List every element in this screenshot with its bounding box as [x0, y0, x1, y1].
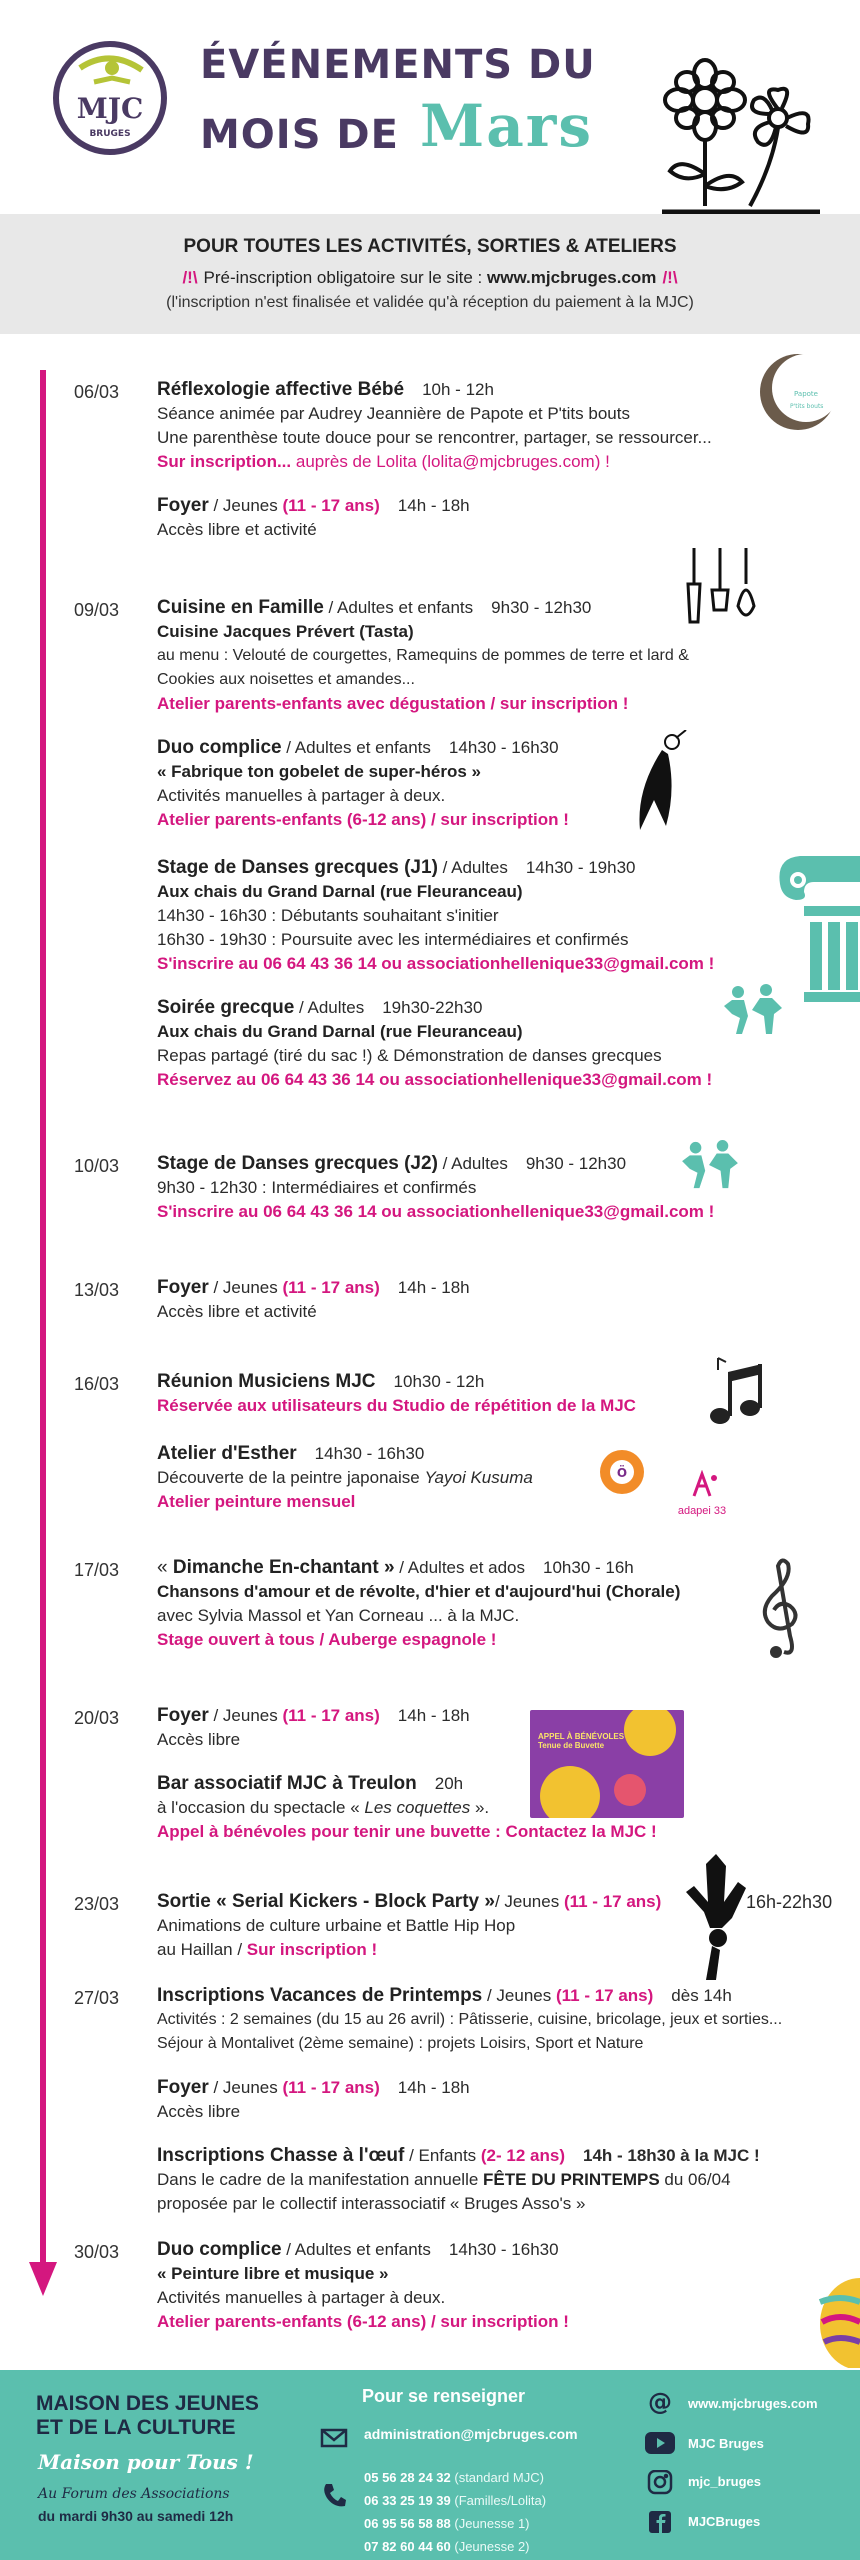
instagram-icon	[644, 2470, 676, 2496]
event-time: 9h30 - 12h30	[525, 1154, 627, 1173]
event-date: 06/03	[74, 382, 120, 402]
event-cta: Sur inscription !	[246, 1940, 378, 1959]
event-date: 30/03	[74, 2242, 120, 2262]
event-line: Cookies aux noisettes et amandes...	[157, 671, 415, 688]
event-subtitle: « Fabrique ton gobelet de super-héros »	[157, 762, 481, 781]
month-title: Mars	[420, 92, 593, 160]
event-time: 14h - 18h	[397, 496, 470, 515]
event-cta: Atelier peinture mensuel	[157, 1492, 356, 1511]
svg-text:P'tits bouts: P'tits bouts	[790, 403, 824, 410]
event-audience: / Enfants	[404, 2146, 481, 2165]
event-title: Bar associatif MJC à Treulon	[157, 1773, 417, 1794]
event-time: 14h30 - 16h30	[448, 2240, 559, 2259]
event-audience: / Adultes	[437, 858, 508, 877]
event-line: au Haillan /	[157, 1940, 247, 1959]
event-line: Animations de culture urbaine et Battle Hip Hop	[157, 1916, 516, 1935]
info-banner	[0, 214, 860, 334]
event-foyer	[157, 1276, 757, 1324]
page-title-line2: MOIS DE	[200, 112, 399, 158]
breakdancer-icon	[676, 1852, 752, 1980]
event-time: 16h-22h30	[746, 1892, 833, 1912]
event-line: au menu : Velouté de courgettes, Ramequins de pommes de terre et lard &	[157, 647, 689, 664]
event-title: Foyer	[157, 1705, 209, 1726]
easter-egg-icon	[812, 2272, 860, 2368]
treble-clef-icon	[756, 1556, 806, 1660]
event-cta: Appel à bénévoles pour tenir une buvette : Contactez la MJC !	[157, 1822, 657, 1841]
event-line: Dans le cadre de la manifestation annuelle	[157, 2170, 484, 2189]
alert-icon: /!\	[662, 268, 678, 287]
event-vacances-printemps	[157, 1984, 817, 2056]
event-location: Aux chais du Grand Darnal (rue Fleuranceau)	[157, 882, 523, 901]
phone-number[interactable]: 06 33 25 19 39	[364, 2493, 451, 2508]
event-line: Accès libre et activité	[157, 520, 317, 539]
event-audience: / Adultes	[294, 998, 365, 1017]
footer-website-link[interactable]: www.mjcbruges.com	[688, 2396, 818, 2411]
page-title-line1: ÉVÉNEMENTS DU	[200, 42, 596, 88]
event-line: Accès libre et activité	[157, 1302, 317, 1321]
footer-mjc-line1: MAISON DES JEUNES	[36, 2392, 259, 2415]
event-subtitle: « Peinture libre et musique »	[157, 2264, 389, 2283]
svg-text:@: @	[648, 2388, 672, 2414]
event-line: Accès libre	[157, 1730, 241, 1749]
event-title: Stage de Danses grecques (J1)	[157, 857, 438, 878]
logo-text: MJC	[76, 92, 144, 125]
event-age: (11 - 17 ans)	[282, 496, 380, 515]
phone-note: (Jeunesse 1)	[450, 2516, 530, 2531]
event-foyer	[157, 2076, 757, 2124]
event-contact-link[interactable]: S'inscrire au 06 64 43 36 14 ou associationhellenique33@gmail.com !	[157, 1202, 715, 1221]
dancers-icon	[722, 984, 784, 1036]
event-location: Aux chais du Grand Darnal (rue Fleuranceau)	[157, 1022, 523, 1041]
event-line: ».	[470, 1798, 490, 1817]
event-audience: / Jeunes	[482, 1986, 556, 2005]
event-age: (11 - 17 ans)	[282, 2078, 380, 2097]
event-title: Inscriptions Vacances de Printemps	[157, 1985, 483, 2006]
event-time: 10h30 - 16h	[543, 1558, 634, 1577]
event-title: Réunion Musiciens MJC	[157, 1371, 376, 1392]
event-title: Inscriptions Chasse à l'œuf	[157, 2145, 405, 2166]
banner-preinscription	[0, 268, 860, 288]
footer-hours: du mardi 9h30 au samedi 12h	[38, 2508, 234, 2524]
footer-email-link[interactable]: administration@mjcbruges.com	[364, 2426, 578, 2442]
event-audience: / Adultes	[437, 1154, 508, 1173]
event-time: 10h - 12h	[422, 380, 494, 399]
phone-number[interactable]: 06 95 56 58 88	[364, 2516, 451, 2531]
event-title: Foyer	[157, 1277, 209, 1298]
event-reflexologie	[157, 378, 757, 474]
event-bar-associatif	[157, 1772, 757, 1844]
alert-icon: /!\	[182, 268, 198, 287]
banner-headline: POUR TOUTES LES ACTIVITÉS, SORTIES & ATELIERS	[183, 236, 677, 257]
event-chasse-oeuf	[157, 2144, 807, 2216]
footer-mjc-name	[36, 2392, 259, 2440]
event-title: Soirée grecque	[157, 997, 295, 1018]
event-cta: Sur inscription...	[157, 452, 292, 471]
facebook-icon	[644, 2510, 676, 2536]
footer-slogan: Maison pour Tous !	[38, 2450, 254, 2474]
event-time: 14h - 18h	[397, 2078, 470, 2097]
event-title: Foyer	[157, 2077, 209, 2098]
event-contact-link[interactable]: S'inscrire au 06 64 43 36 14 ou associationhellenique33@gmail.com !	[157, 954, 715, 973]
superhero-icon	[632, 730, 688, 834]
event-soiree-grecque	[157, 996, 757, 1092]
event-line: Activités manuelles à partager à deux.	[157, 786, 446, 805]
event-contact-link[interactable]: auprès de Lolita (lolita@mjcbruges.com) !	[295, 452, 610, 471]
poster-text: APPEL À BÉNÉVOLES Tenue de Buvette	[538, 1732, 625, 1750]
event-time: 14h30 - 16h30	[448, 738, 559, 757]
dancers-icon	[680, 1140, 740, 1190]
event-cta: Atelier parents-enfants (6-12 ans) / sur inscription !	[157, 810, 569, 829]
music-notes-icon	[706, 1356, 764, 1428]
event-title: Atelier d'Esther	[157, 1443, 297, 1464]
event-cta: Atelier parents-enfants (6-12 ans) / sur inscription !	[157, 2312, 569, 2331]
mail-icon	[320, 2428, 348, 2448]
footer-mjc-line2: ET DE LA CULTURE	[36, 2416, 236, 2439]
event-line: Séjour à Montalivet (2ème semaine) : projets Loisirs, Sport et Nature	[157, 2035, 644, 2052]
event-title: Sortie « Serial Kickers - Block Party »	[157, 1891, 495, 1912]
svg-text:Papote: Papote	[794, 390, 818, 398]
footer-address: Au Forum des Associations	[38, 2486, 230, 2502]
event-foyer	[157, 494, 757, 542]
event-audience: / Jeunes	[208, 496, 283, 515]
banner-preinscription-text: Pré-inscription obligatoire sur le site :	[203, 268, 483, 287]
event-title: Foyer	[157, 495, 209, 516]
footer-youtube-link[interactable]: MJC Bruges	[688, 2436, 764, 2451]
event-line: avec Sylvia Massol et Yan Corneau ... à la MJC.	[157, 1606, 520, 1625]
event-line: Accès libre	[157, 2102, 241, 2121]
event-duo-complice	[157, 2238, 757, 2334]
adapei-logo	[670, 1470, 734, 1526]
event-time: 14h30 - 19h30	[525, 858, 636, 877]
banner-note: (l'inscription n'est finalisée et validée qu'à réception du paiement à la MJC)	[166, 294, 694, 311]
event-line: Activités manuelles à partager à deux.	[157, 2288, 446, 2307]
event-cuisine	[157, 596, 757, 716]
event-atelier-esther	[157, 1442, 757, 1514]
mjc-logo	[50, 38, 170, 158]
footer-facebook-link[interactable]: MJCBruges	[688, 2514, 761, 2529]
esther-logo-icon	[592, 1446, 660, 1502]
phone-icon	[322, 2482, 346, 2508]
event-line: 14h30 - 16h30 : Débutants souhaitant s'initier	[157, 906, 499, 925]
event-audience: / Adultes et enfants	[323, 598, 474, 617]
greek-column-icon	[774, 852, 860, 1002]
event-time: 20h	[434, 1774, 464, 1793]
event-age: (11 - 17 ans)	[555, 1986, 654, 2005]
event-cta: Stage ouvert à tous / Auberge espagnole !	[157, 1630, 497, 1649]
event-date: 27/03	[74, 1988, 120, 2008]
event-dimanche-enchantant	[157, 1556, 757, 1652]
event-time: 14h - 18h	[397, 1278, 470, 1297]
event-age: (11 - 17 ans)	[282, 1278, 380, 1297]
event-artist: Yayoi Kusuma	[424, 1468, 533, 1487]
timeline-arrow-icon	[29, 2262, 57, 2296]
event-title: Duo complice	[157, 2239, 282, 2260]
event-date: 23/03	[74, 1894, 120, 1914]
adapei-logo-text: adapei 33	[677, 1505, 727, 1517]
event-line: 16h30 - 19h30 : Poursuite avec les intermédiaires et confirmés	[157, 930, 629, 949]
event-audience: / Adultes et enfants	[281, 738, 431, 757]
event-show: Les coquettes	[364, 1798, 471, 1817]
event-line: Repas partagé (tiré du sac !) & Démonstration de danses grecques	[157, 1046, 662, 1065]
youtube-icon	[644, 2430, 676, 2456]
logo-subtext: BRUGES	[89, 129, 131, 139]
event-cta: Atelier parents-enfants avec dégustation / sur inscription !	[157, 694, 629, 713]
event-time: 14h30 - 16h30	[314, 1444, 425, 1463]
event-contact-link[interactable]: Réservez au 06 64 43 36 14 ou associationhellenique33@gmail.com !	[157, 1070, 713, 1089]
event-audience: / Jeunes	[494, 1892, 564, 1911]
phone-number[interactable]: 07 82 60 44 60	[364, 2539, 451, 2554]
event-time: 14h - 18h30 à la MJC !	[582, 2146, 760, 2165]
event-date: 13/03	[74, 1280, 120, 1300]
event-audience: / Adultes et enfants	[281, 2240, 431, 2259]
phone-note: (Jeunesse 2)	[450, 2539, 530, 2554]
footer-contact-heading: Pour se renseigner	[362, 2386, 526, 2406]
event-line: 9h30 - 12h30 : Intermédiaires et confirmés	[157, 1178, 477, 1197]
event-age: (11 - 17 ans)	[282, 1706, 380, 1725]
svg-text:Ö: Ö	[616, 1466, 628, 1480]
flowers-icon	[660, 56, 820, 216]
footer-phone-list	[364, 2466, 546, 2558]
event-time: 19h30-22h30	[382, 998, 483, 1017]
event-date: 10/03	[74, 1156, 120, 1176]
event-title: Dimanche En-chantant »	[172, 1557, 395, 1578]
phone-note: (standard MJC)	[450, 2470, 544, 2485]
event-audience: / Jeunes	[208, 1706, 283, 1725]
event-title: Réflexologie affective Bébé	[157, 379, 405, 400]
event-title: Duo complice	[157, 737, 282, 758]
event-line: Une parenthèse toute douce pour se rencontrer, partager, se ressourcer...	[157, 428, 712, 447]
event-line: à l'occasion du spectacle «	[157, 1798, 365, 1817]
event-date: 09/03	[74, 600, 120, 620]
event-audience: / Jeunes	[208, 1278, 283, 1297]
event-audience: / Adultes et ados	[394, 1558, 525, 1577]
phone-number[interactable]: 05 56 28 24 32	[364, 2470, 451, 2485]
event-danses-j2	[157, 1152, 757, 1224]
event-reunion-musiciens	[157, 1370, 757, 1418]
site-link[interactable]: www.mjcbruges.com	[487, 268, 657, 287]
event-highlight: FÊTE DU PRINTEMPS	[483, 2170, 660, 2189]
event-time: 10h30 - 12h	[393, 1372, 485, 1391]
event-age: (2- 12 ans)	[480, 2146, 565, 2165]
event-time: 14h - 18h	[397, 1706, 470, 1725]
event-line: du 06/04	[659, 2170, 731, 2189]
event-danses-j1	[157, 856, 757, 976]
papote-logo-icon	[756, 350, 840, 434]
event-time: 9h30 - 12h30	[491, 598, 592, 617]
event-date: 20/03	[74, 1708, 120, 1728]
event-line: Séance animée par Audrey Jeannière de Papote et P'tits bouts	[157, 404, 630, 423]
event-cta: Réservée aux utilisateurs du Studio de répétition de la MJC	[157, 1396, 636, 1415]
event-subtitle: Chansons d'amour et de révolte, d'hier et d'aujourd'hui (Chorale)	[157, 1582, 681, 1601]
event-date: 16/03	[74, 1374, 120, 1394]
event-title: Stage de Danses grecques (J2)	[157, 1153, 438, 1174]
event-date: 17/03	[74, 1560, 120, 1580]
event-line: Activités : 2 semaines (du 15 au 26 avril) : Pâtisserie, cuisine, bricolage, jeux et sorties...	[157, 2011, 783, 2028]
at-icon	[644, 2388, 676, 2414]
event-quote: «	[157, 1557, 173, 1578]
event-title: Cuisine en Famille	[157, 597, 324, 618]
event-age: (11 - 17 ans)	[563, 1892, 662, 1911]
event-line: proposée par le collectif interassociatif « Bruges Asso's »	[157, 2194, 586, 2213]
footer-instagram-link[interactable]: mjc_bruges	[688, 2474, 761, 2489]
event-audience: / Jeunes	[208, 2078, 283, 2097]
event-time: dès 14h	[671, 1986, 732, 2005]
event-line: Découverte de la peintre japonaise	[157, 1468, 420, 1487]
phone-note: (Familles/Lolita)	[450, 2493, 547, 2508]
kitchen-utensils-icon	[680, 544, 760, 626]
footer	[0, 2370, 860, 2560]
event-location: Cuisine Jacques Prévert (Tasta)	[157, 622, 414, 641]
timeline-line	[40, 370, 46, 2270]
